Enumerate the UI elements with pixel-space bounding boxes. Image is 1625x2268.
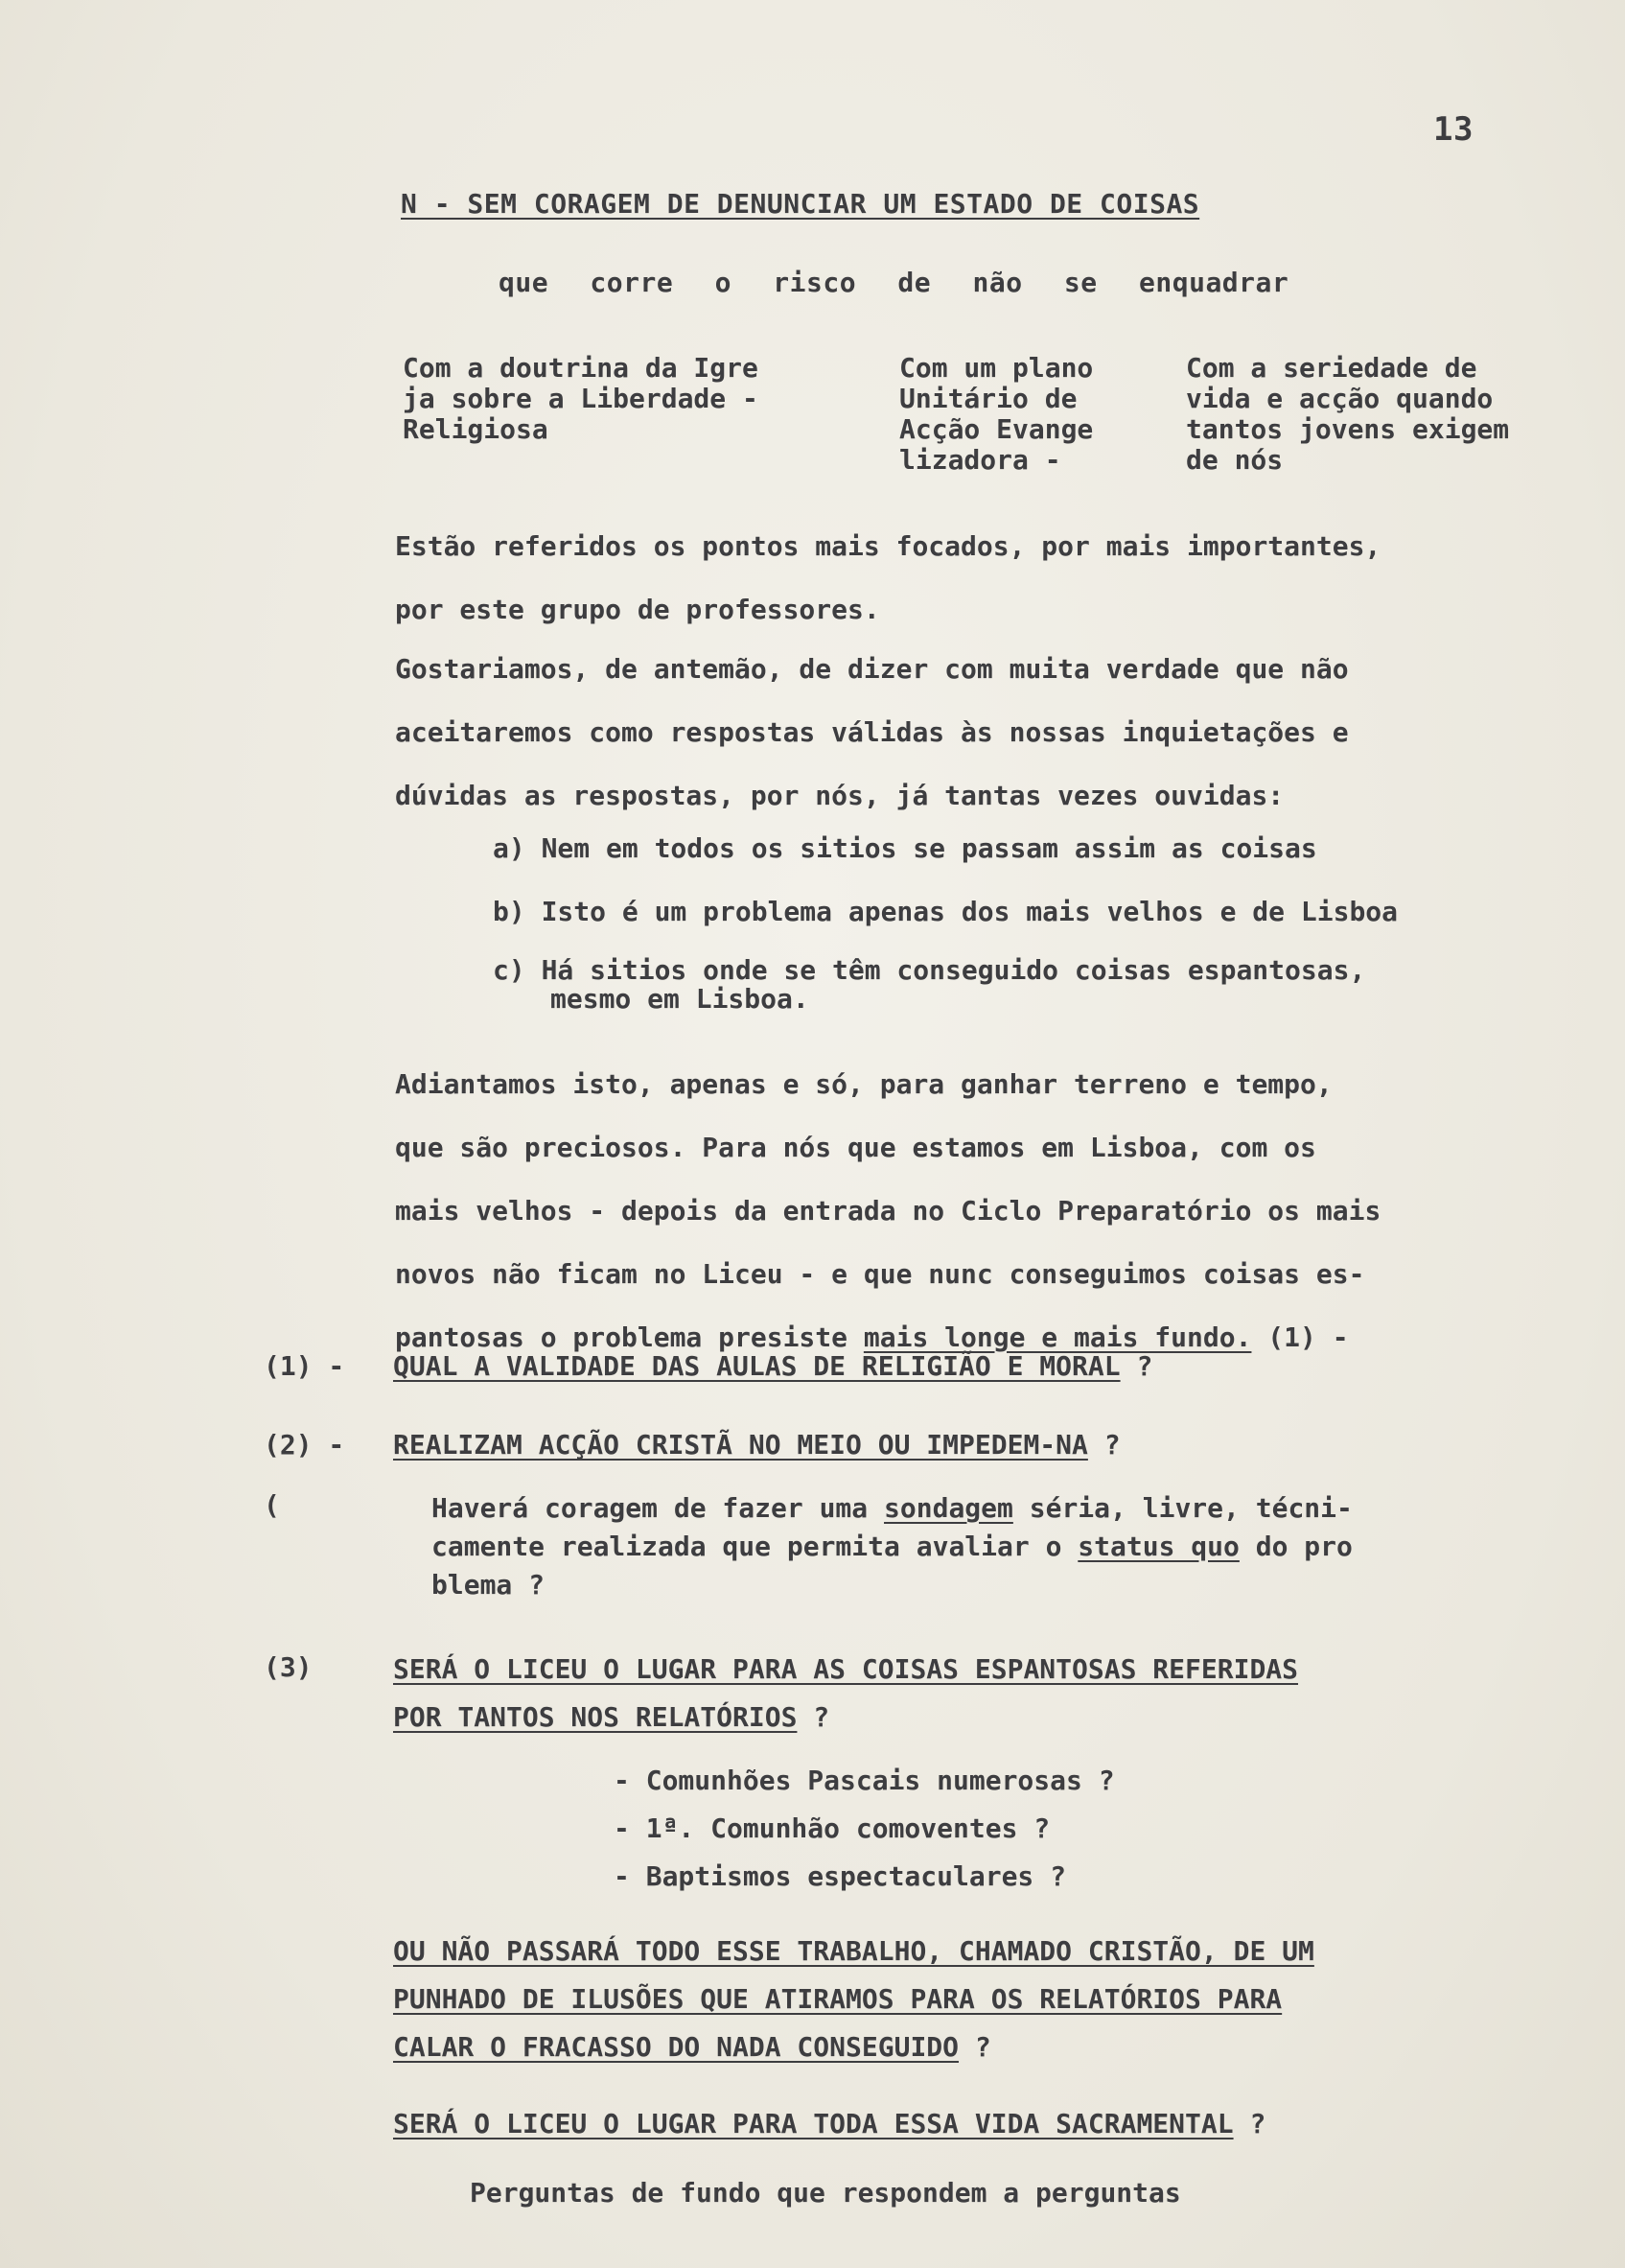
- paragraph-statement: [395, 638, 1349, 828]
- column-unitary-plan: [899, 353, 1093, 476]
- paragraph-line: Adiantamos isto, apenas e só, para ganhar terreno e tempo,: [395, 1068, 1333, 1100]
- list-item-text: c) Há sitios onde se têm conseguido coisas espantosas,: [493, 954, 1366, 986]
- column-line: Com um plano: [899, 352, 1094, 384]
- heading-subline: que corre o risco de não se enquadrar: [499, 267, 1289, 298]
- column-line: ja sobre a Liberdade -: [403, 383, 758, 414]
- caps-text: SERÁ O LICEU O LUGAR PARA TODA ESSA VIDA SACRAMENTAL: [393, 2108, 1234, 2139]
- underlined-span: mais longe e mais fundo.: [863, 1321, 1252, 1353]
- question-mark: ?: [1120, 1350, 1153, 1382]
- paragraph-line: [431, 1528, 1353, 1566]
- question-mark: ?: [797, 1701, 830, 1733]
- caps-line: PUNHADO DE ILUSÕES QUE ATIRAMOS PARA OS RELATÓRIOS PARA: [393, 1983, 1283, 2015]
- bullet-list: [614, 1757, 1115, 1901]
- question-line: [393, 1694, 1298, 1742]
- text-span: séria, livre, técni-: [1012, 1492, 1353, 1524]
- bullet-item: - 1ª. Comunhão comoventes ?: [614, 1812, 1051, 1844]
- paragraph-advance: [395, 1053, 1381, 1369]
- underlined-span: sondagem: [884, 1492, 1013, 1524]
- question-label-paren: (: [264, 1489, 280, 1521]
- question-text: POR TANTOS NOS RELATÓRIOS: [393, 1701, 798, 1733]
- text-span: (1) -: [1251, 1321, 1349, 1353]
- closing-questions: [393, 1928, 1314, 2148]
- closing-line: Perguntas de fundo que respondem a perguntas: [470, 2177, 1181, 2209]
- question-label-3: (3): [264, 1651, 313, 1683]
- paragraph-line: dúvidas as respostas, por nós, já tantas vezes ouvidas:: [395, 780, 1285, 811]
- caps-line: OU NÃO PASSARÁ TODO ESSE TRABALHO, CHAMADO CRISTÃO, DE UM: [393, 1935, 1314, 1967]
- question-text: QUAL A VALIDADE DAS AULAS DE RELIGIÃO E MORAL: [393, 1350, 1121, 1382]
- column-line: Com a doutrina da Igre: [403, 352, 758, 384]
- paragraph-intro: [395, 515, 1381, 642]
- caps-line: [393, 2100, 1314, 2148]
- list-item-b: [493, 896, 1398, 927]
- column-line: lizadora -: [899, 444, 1061, 476]
- list-item-c: [493, 956, 1365, 1014]
- question-label-1: (1) -: [264, 1350, 345, 1382]
- paragraph-line: que são preciosos. Para nós que estamos em Lisboa, com os: [395, 1132, 1316, 1163]
- page-number: 13: [1433, 110, 1474, 149]
- text-span: camente realizada que permita avaliar o: [431, 1531, 1079, 1562]
- column-line: Com a seriedade de: [1186, 352, 1477, 384]
- column-line: Religiosa: [403, 413, 548, 445]
- column-line: Unitário de: [899, 383, 1078, 414]
- paragraph-line: novos não ficam no Liceu - e que nunc conseguimos coisas es-: [395, 1258, 1365, 1290]
- list-item-a: [493, 832, 1317, 864]
- paragraph-line: blema ?: [431, 1569, 546, 1601]
- question-3: [393, 1646, 1298, 1742]
- column-line: vida e acção quando: [1186, 383, 1494, 414]
- question-mark: ?: [1087, 1429, 1121, 1461]
- underlined-span: status quo: [1078, 1531, 1240, 1562]
- bullet-item: - Baptismos espectaculares ?: [614, 1860, 1067, 1892]
- bullet-item: - Comunhões Pascais numerosas ?: [614, 1765, 1115, 1796]
- question-mark: ?: [1233, 2108, 1266, 2139]
- text-span: pantosas o problema presiste: [395, 1321, 864, 1353]
- paragraph-line: aceitaremos como respostas válidas às nossas inquietações e: [395, 716, 1349, 748]
- question-2: [393, 1429, 1121, 1461]
- list-item-text: a) Nem em todos os sitios se passam assim as coisas: [493, 832, 1317, 864]
- list-item-text: mesmo em Lisboa.: [550, 983, 809, 1015]
- question-mark: ?: [959, 2031, 991, 2063]
- paragraph-line: Estão referidos os pontos mais focados, por mais importantes,: [395, 530, 1381, 562]
- list-item-text: b) Isto é um problema apenas dos mais velhos e de Lisboa: [493, 896, 1399, 927]
- caps-line: [393, 2023, 1314, 2071]
- column-seriousness: [1186, 353, 1509, 476]
- text-span: Haverá coragem de fazer uma: [431, 1492, 885, 1524]
- paragraph-line: Gostariamos, de antemão, de dizer com muita verdade que não: [395, 653, 1349, 685]
- section-heading: N - SEM CORAGEM DE DENUNCIAR UM ESTADO DE COISAS: [401, 188, 1200, 220]
- paragraph-line: por este grupo de professores.: [395, 594, 880, 625]
- question-label-2: (2) -: [264, 1429, 345, 1461]
- question-text: REALIZAM ACÇÃO CRISTÃ NO MEIO OU IMPEDEM-NA: [393, 1429, 1088, 1461]
- column-line: de nós: [1186, 444, 1284, 476]
- paragraph-line: mais velhos - depois da entrada no Ciclo Preparatório os mais: [395, 1195, 1381, 1227]
- caps-text: CALAR O FRACASSO DO NADA CONSEGUIDO: [393, 2031, 960, 2063]
- column-line: Acção Evange: [899, 413, 1094, 445]
- column-doctrine: [403, 353, 758, 445]
- sondagem-paragraph: [431, 1489, 1353, 1604]
- question-text: SERÁ O LICEU O LUGAR PARA AS COISAS ESPANTOSAS REFERIDAS: [393, 1653, 1299, 1685]
- paragraph-line: [431, 1489, 1353, 1528]
- column-line: tantos jovens exigem: [1186, 413, 1510, 445]
- text-span: do pro: [1239, 1531, 1353, 1562]
- question-1: [393, 1350, 1152, 1382]
